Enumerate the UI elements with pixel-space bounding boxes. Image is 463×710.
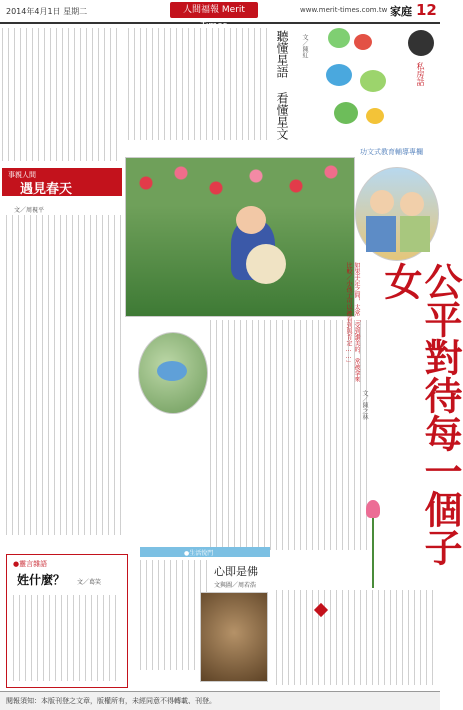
kids-fish-photo (138, 332, 208, 414)
footer-notice: 閱報須知：本版刊登之文章，版權所有，未經同意不得轉載、刊登。 (6, 697, 216, 705)
cartoon-bee-icon (366, 108, 384, 124)
left-text-column (2, 28, 122, 161)
main-byline: 文／陳之林 (361, 390, 368, 420)
family-feature-body (13, 595, 119, 681)
cartoon-dinosaur-icon (328, 28, 350, 48)
cartoon-ladybug-icon (354, 34, 372, 50)
bottom-right-body (276, 590, 436, 685)
left-strip-header (2, 168, 122, 196)
left-strip-title: 遇見春天 (20, 182, 73, 197)
baby-figure (246, 244, 286, 284)
main-photo-tulips-children (125, 157, 355, 317)
site-url[interactable]: www.merit-times.com.tw (300, 6, 388, 14)
dolls-photo (355, 167, 439, 261)
family-feature-box (6, 554, 128, 688)
left-strip-byline: 文／周視平 (14, 207, 45, 214)
left-strip-tag: 事親人間 (8, 171, 36, 179)
poem-byline: 文與圖／周若浩 (214, 582, 257, 589)
main-deck: 如果手足之間，太常「受到讚美的、常被拿來比較／小孩子可以被看到與肯定……」 (345, 262, 360, 382)
masthead-logo: 人間福報 Merit Times (170, 2, 258, 18)
photo-caption: 功文式教育輔導專欄 (360, 148, 423, 156)
section-name: 家庭 (390, 5, 412, 18)
poem-title: 心即是佛 (214, 565, 258, 578)
issue-date: 2014年4月1日 星期二 (6, 7, 88, 16)
cartoon-bird-icon (326, 64, 352, 86)
cartoon-frog-icon (360, 70, 386, 92)
child-head (236, 206, 266, 234)
author-avatar (408, 30, 434, 56)
top-article-byline: 文／陳紅 (301, 34, 308, 58)
family-feature-title: 姓什麼？ (17, 573, 66, 587)
poem-category: ●生活悅門 (184, 550, 214, 557)
author-column-name: 私房話 (416, 62, 425, 86)
tulip-illustration (358, 500, 390, 590)
page-footer (0, 691, 440, 710)
top-article-title: 聽懂星語 看懂星文 (275, 30, 289, 140)
family-feature-byline: 文／葛笑 (77, 579, 102, 586)
buddha-hand-photo (200, 592, 268, 682)
poem-body (140, 560, 208, 670)
page-number: 12 (416, 1, 437, 19)
top-article-body (128, 28, 268, 140)
cartoon-illustrations (320, 26, 400, 136)
left-strip-body (6, 215, 121, 535)
poem-category-bar (140, 547, 270, 557)
main-headline: 公平對待每一個子女 (378, 262, 463, 566)
author-box (405, 26, 437, 126)
cartoon-turtle-icon (334, 102, 358, 124)
main-article-body-1 (210, 320, 326, 550)
family-feature-tag: ●靈言雜語 (13, 560, 48, 568)
